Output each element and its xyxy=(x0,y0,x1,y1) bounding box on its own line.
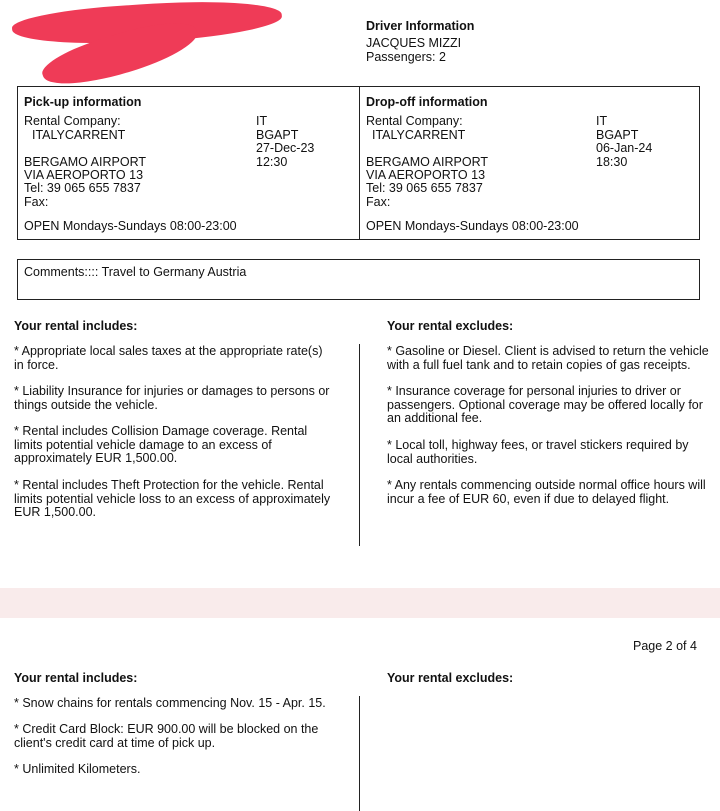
excludes-item: * Local toll, highway fees, or travel stickers required by local authorities. xyxy=(387,438,689,466)
table-divider xyxy=(359,86,360,240)
includes-item: * Credit Card Block: EUR 900.00 will be blocked on the client's credit card at time of pick up. xyxy=(14,722,319,750)
pickup-time: 12:30 xyxy=(256,155,288,169)
excludes-item: * Insurance coverage for personal injuries to driver or passengers. Optional coverage may be offered locally for an additional fee. xyxy=(387,384,703,425)
dropoff-date: 06-Jan-24 xyxy=(596,141,653,155)
pickup-company-name: ITALYCARRENT xyxy=(32,128,126,142)
column-divider-page2 xyxy=(359,696,360,811)
excludes-item: * Gasoline or Diesel. Client is advised to return the vehicle with a full fuel tank and to retain copies of gas receipts. xyxy=(387,344,709,372)
comments-text: Comments:::: Travel to Germany Austria xyxy=(24,265,247,279)
dropoff-tel: Tel: 39 065 655 7837 xyxy=(366,181,483,195)
pickup-address: VIA AEROPORTO 13 xyxy=(24,168,144,182)
dropoff-company-name: ITALYCARRENT xyxy=(372,128,466,142)
column-divider xyxy=(359,344,360,546)
page-number: Page 2 of 4 xyxy=(633,639,697,653)
includes-item: * Liability Insurance for injuries or damages to persons or things outside the vehicle. xyxy=(14,384,330,412)
dropoff-company-label: Rental Company: xyxy=(366,114,463,128)
includes-title-page2: Your rental includes: xyxy=(14,671,138,685)
pickup-company-label: Rental Company: xyxy=(24,114,121,128)
dropoff-location: BERGAMO AIRPORT xyxy=(366,155,489,169)
dropoff-address: VIA AEROPORTO 13 xyxy=(366,168,486,182)
pickup-country: IT xyxy=(256,114,268,128)
driver-name: JACQUES MIZZI xyxy=(366,36,462,50)
includes-item: * Snow chains for rentals commencing Nov. 15 - Apr. 15. xyxy=(14,696,326,710)
includes-title: Your rental includes: xyxy=(14,319,138,333)
pickup-date: 27-Dec-23 xyxy=(256,141,315,155)
pickup-location: BERGAMO AIRPORT xyxy=(24,155,147,169)
excludes-item: * Any rentals commencing outside normal office hours will incur a fee of EUR 60, even if due to delayed flight. xyxy=(387,478,706,506)
dropoff-hours: OPEN Mondays-Sundays 08:00-23:00 xyxy=(366,219,579,233)
includes-item: * Rental includes Collision Damage coverage. Rental limits potential vehicle damage to an excess of approximately EUR 1,500.00. xyxy=(14,424,308,465)
passenger-count: Passengers: 2 xyxy=(366,50,446,64)
page-gap xyxy=(0,588,720,618)
excludes-title-page2: Your rental excludes: xyxy=(387,671,514,685)
pickup-code: BGAPT xyxy=(256,128,299,142)
pickup-tel: Tel: 39 065 655 7837 xyxy=(24,181,141,195)
dropoff-code: BGAPT xyxy=(596,128,639,142)
dropoff-country: IT xyxy=(596,114,608,128)
pickup-fax: Fax: xyxy=(24,195,49,209)
driver-info-title: Driver Information xyxy=(366,19,475,33)
pickup-title: Pick-up information xyxy=(24,95,142,109)
dropoff-fax: Fax: xyxy=(366,195,391,209)
document-page-2 xyxy=(0,618,720,811)
dropoff-time: 18:30 xyxy=(596,155,628,169)
includes-item: * Unlimited Kilometers. xyxy=(14,762,141,776)
pickup-hours: OPEN Mondays-Sundays 08:00-23:00 xyxy=(24,219,237,233)
dropoff-title: Drop-off information xyxy=(366,95,488,109)
excludes-title: Your rental excludes: xyxy=(387,319,514,333)
includes-item: * Rental includes Theft Protection for the vehicle. Rental limits potential vehicle loss to an excess of approximately EUR 1,500.00. xyxy=(14,478,331,519)
includes-item: * Appropriate local sales taxes at the appropriate rate(s) in force. xyxy=(14,344,323,372)
